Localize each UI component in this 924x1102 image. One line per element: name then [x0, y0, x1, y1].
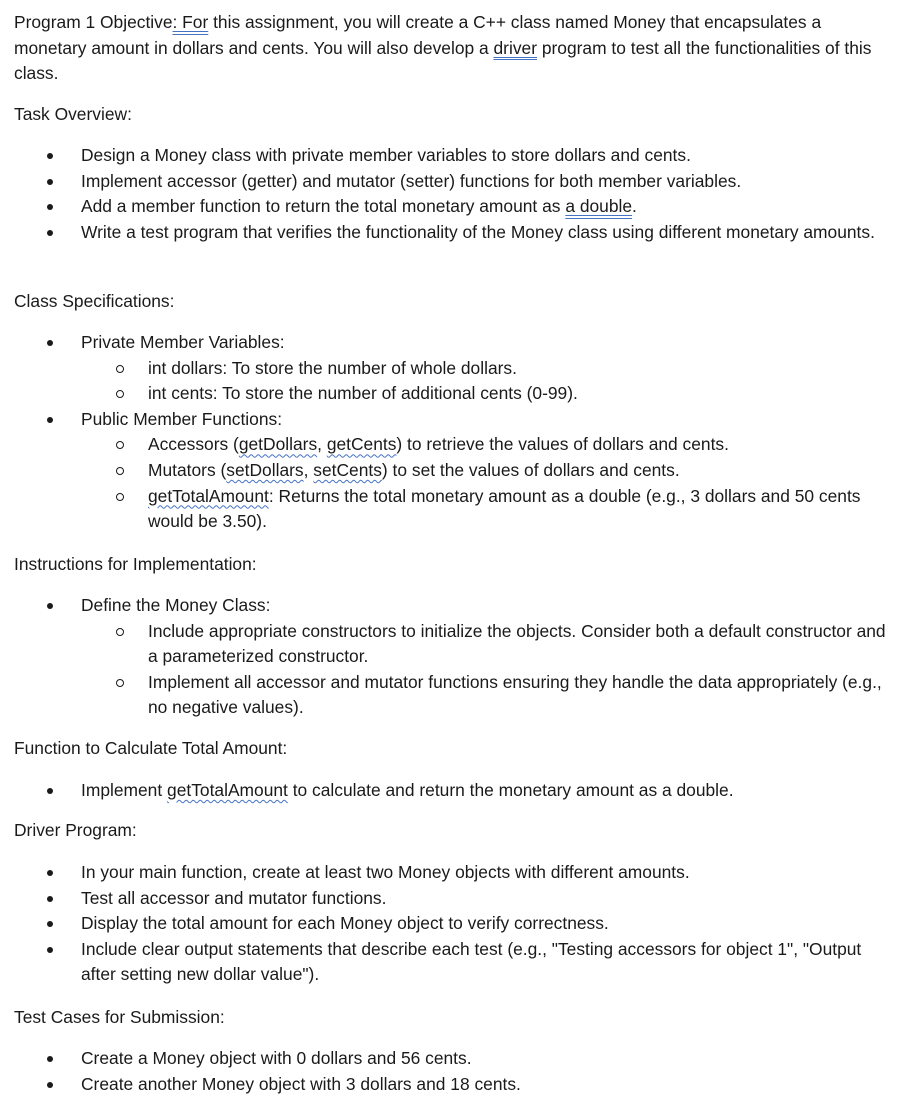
- task-overview-list: [0, 143, 900, 245]
- list-item: Display the total amount for each Money object to verify correctness.: [0, 911, 900, 937]
- public-members-list: [81, 432, 900, 534]
- text-span: Accessors (: [148, 434, 239, 455]
- sub-list-item: [0, 458, 900, 484]
- spell-flag-getCents: getCents: [326, 434, 397, 455]
- list-item: [0, 778, 900, 804]
- implementation-sub-list: [81, 619, 900, 721]
- list-item: [0, 407, 900, 535]
- intro-objective-label: Program 1 Objective: [14, 12, 173, 32]
- class-specs-heading: Class Specifications:: [14, 291, 175, 311]
- intro-paragraph: [14, 10, 894, 87]
- list-item-text: Add a member function to return the total monetary amount as: [81, 196, 566, 217]
- list-item: [0, 194, 900, 220]
- spell-flag-getTotalAmount: getTotalAmount: [167, 780, 288, 800]
- test-cases-heading: Test Cases for Submission:: [14, 1007, 225, 1027]
- private-members-list: [81, 356, 900, 407]
- text-span: ) to set the values of dollars and cents.: [381, 459, 680, 480]
- list-item: [0, 593, 900, 721]
- class-specs-list: [0, 330, 900, 535]
- list-item: Include clear output statements that describe each test (e.g., "Testing accessors for object 1", "Output after setting new dollar value").: [0, 937, 900, 988]
- spell-flag-setCents: setCents: [313, 459, 382, 480]
- list-item: Implement accessor (getter) and mutator (setter) functions for both member variables.: [0, 169, 900, 195]
- implementation-heading: Instructions for Implementation:: [14, 554, 257, 574]
- driver-program-heading: Driver Program:: [14, 820, 137, 840]
- text-span: ,: [303, 459, 314, 480]
- text-span: Mutators (: [148, 459, 227, 480]
- grammar-flag-a-double: a double: [565, 196, 633, 217]
- list-item: In your main function, create at least two Money objects with different amounts.: [0, 860, 900, 886]
- text-span: : Returns the total monetary amount as a double (e.g., 3 dollars and 50 cents would be 3.50).: [148, 485, 861, 532]
- driver-program-list: [0, 860, 900, 988]
- intro-grammar-flag: : For: [172, 12, 209, 32]
- list-item: Create a Money object with 0 dollars and 56 cents.: [0, 1046, 900, 1072]
- define-class-label: Define the Money Class:: [81, 595, 271, 615]
- text-span: ,: [317, 434, 327, 455]
- spell-flag-getTotalAmount: getTotalAmount: [148, 485, 269, 506]
- private-members-label: Private Member Variables:: [81, 332, 285, 352]
- implementation-list: [0, 593, 900, 721]
- sub-list-item: [0, 432, 900, 458]
- total-function-list: [0, 778, 900, 804]
- sub-list-item: int cents: To store the number of additional cents (0-99).: [0, 381, 900, 407]
- sub-list-item: Implement all accessor and mutator functions ensuring they handle the data appropriately (e.g., no negative values).: [0, 670, 900, 721]
- list-item: [0, 330, 900, 407]
- sub-list-item: Include appropriate constructors to initialize the objects. Consider both a default constructor and a parameterized constructor.: [0, 619, 900, 670]
- spell-flag-getDollars: getDollars: [238, 434, 318, 455]
- spell-flag-setDollars: setDollars: [226, 459, 304, 480]
- task-overview-heading: Task Overview:: [14, 104, 132, 124]
- text-span: ) to retrieve the values of dollars and cents.: [396, 434, 729, 455]
- sub-list-item: [0, 484, 900, 535]
- intro-text: this assignment, you will create a C++ class named Money that encapsulates a monetary amount in dollars and cents. You will also develop a: [14, 12, 822, 58]
- total-function-heading: Function to Calculate Total Amount:: [14, 738, 288, 758]
- list-item: Test all accessor and mutator functions.: [0, 886, 900, 912]
- test-cases-list: [0, 1046, 900, 1097]
- intro-driver-word: driver: [493, 37, 537, 58]
- intro-text-end: program to test all the functionalities of this class.: [14, 37, 872, 84]
- list-item: Design a Money class with private member variables to store dollars and cents.: [0, 143, 900, 169]
- list-item-end: .: [632, 196, 637, 217]
- public-members-label: Public Member Functions:: [81, 408, 283, 429]
- text-span: to calculate and return the monetary amount as a double.: [287, 780, 734, 800]
- text-span: Implement: [81, 780, 168, 800]
- list-item: Write a test program that verifies the functionality of the Money class using different monetary amounts.: [0, 220, 900, 246]
- list-item: Create another Money object with 3 dollars and 18 cents.: [0, 1072, 900, 1098]
- sub-list-item: int dollars: To store the number of whole dollars.: [0, 356, 900, 382]
